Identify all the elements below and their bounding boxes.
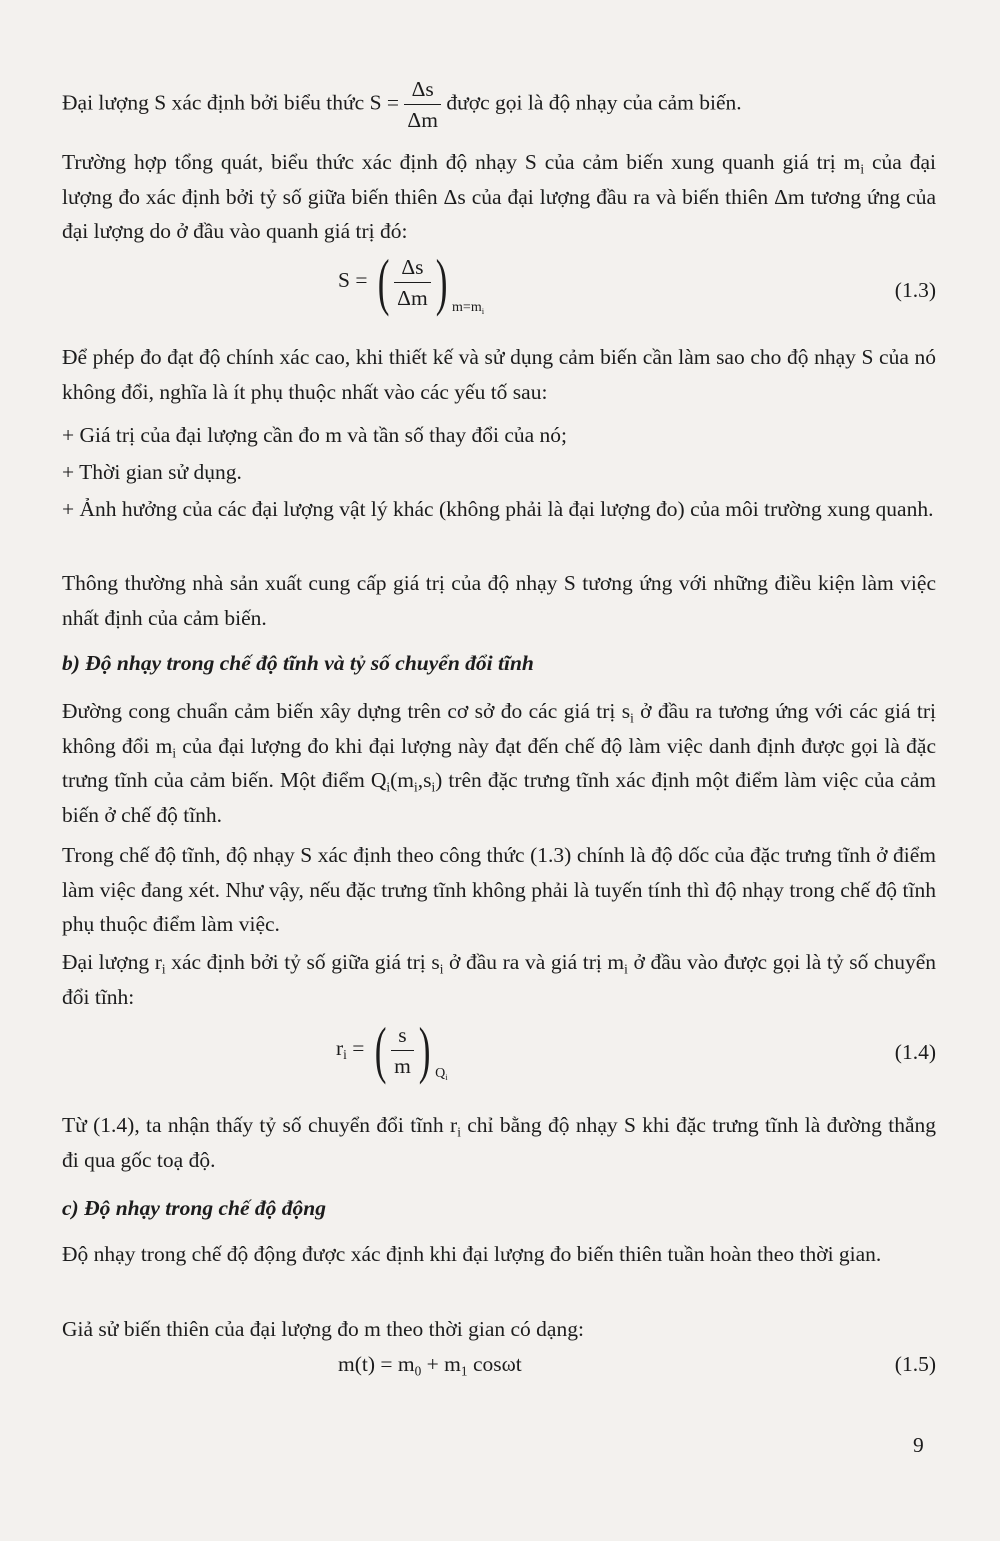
text-span: ở đầu ra và giá trị m: [443, 950, 625, 974]
section-heading-b: b) Độ nhạy trong chế độ tĩnh và tỷ số chuyển đổi tĩnh: [62, 651, 534, 675]
equation-subscript: [435, 1066, 448, 1081]
equation-1-5: [338, 1352, 522, 1377]
text-span: ở đầu vào được gọi là tỷ số chuyển đổi tĩnh:: [62, 950, 937, 1009]
fraction-numerator: Δs: [394, 252, 431, 283]
fraction-denominator: Δm: [397, 285, 428, 310]
text-span: ) trên đặc trưng tĩnh xác định một điểm làm việc của cảm biến ở chế độ tĩnh.: [62, 768, 937, 827]
left-paren: (: [377, 246, 390, 317]
page-number: 9: [913, 1433, 924, 1457]
subscript: i: [431, 779, 436, 795]
paragraph-conclusion: [62, 1108, 936, 1177]
equation-1-4: [336, 1014, 448, 1085]
equation-subscript: [452, 300, 484, 315]
fraction-numerator: Δs: [404, 74, 441, 105]
text-span: Từ (1.4), ta nhận thấy tỷ số chuyển đổi tĩnh r: [62, 1113, 458, 1137]
equation-number-1-3: (1.3): [894, 278, 936, 302]
right-paren: ): [435, 246, 448, 317]
subscript: i: [161, 961, 166, 977]
equation-1-3: [338, 246, 485, 317]
subscript: i: [457, 1124, 461, 1140]
text-span: của đại lượng đo khi đại lượng này đạt đến chế độ làm việc danh định được gọi là đặc trưng tĩnh của cảm biến. Một điểm Q: [62, 733, 936, 792]
text-span: Đại lượng S xác định bởi biểu thức S =: [62, 90, 400, 115]
subscript: i: [624, 961, 628, 977]
text-span: ,s: [417, 768, 432, 792]
subscript: i: [414, 779, 418, 795]
paragraph-dynamic-mode: Độ nhạy trong chế độ động được xác định khi đại lượng đo biến thiên tuần hoàn theo thời gian.: [62, 1242, 882, 1266]
bullet-item-2: + Thời gian sử dụng.: [62, 460, 242, 484]
paragraph-static-characteristic: [62, 694, 936, 832]
paragraph-accuracy: Để phép đo đạt độ chính xác cao, khi thiết kế và sử dụng cảm biến cần làm sao cho độ nhạy S của nó không đổi, nghĩa là ít phụ thuộc nhất vào các yếu tố sau:: [62, 345, 936, 404]
fraction-ds-dm-eq: [394, 252, 431, 313]
right-paren: ): [418, 1014, 431, 1085]
fraction-numerator: s: [391, 1020, 414, 1051]
paragraph-assume: Giả sử biến thiên của đại lượng đo m theo thời gian có dạng:: [62, 1317, 584, 1341]
subscript: 0: [414, 1363, 422, 1379]
subscript: i: [343, 1047, 347, 1063]
equation-number-1-4: (1.4): [894, 1040, 936, 1064]
left-paren: (: [374, 1014, 387, 1085]
bullet-item-1: + Giá trị của đại lượng cần đo m và tần số thay đổi của nó;: [62, 423, 568, 447]
text-span: Đường cong chuẩn cảm biến xây dựng trên cơ sở đo các giá trị s: [62, 699, 631, 723]
subscript: i: [481, 305, 485, 316]
subscript: i: [172, 744, 177, 760]
fraction-denominator: m: [394, 1053, 411, 1078]
subscript-text: Q: [435, 1065, 446, 1081]
equation-lhs: r: [336, 1035, 344, 1060]
subscript: i: [445, 1071, 448, 1082]
paragraph-general-case: [62, 145, 936, 249]
equation-equals: =: [346, 1035, 365, 1060]
text-span: chỉ bằng độ nhạy S khi đặc trưng tĩnh là đường thẳng đi qua gốc toạ độ.: [62, 1113, 936, 1172]
paragraph-manufacturer: Thông thường nhà sản xuất cung cấp giá trị của độ nhạy S tương ứng với những điều kiện làm việc nhất định của cảm biến.: [62, 571, 936, 630]
equation-text: m(t) = m: [338, 1352, 415, 1376]
paragraph-static-mode: Trong chế độ tĩnh, độ nhạy S xác định theo công thức (1.3) chính là độ dốc của đặc trưng tĩnh ở điểm làm việc đang xét. Như vậy, nếu đặc trưng tĩnh không phải là tuyến tính thì độ nhạy trong chế độ tĩnh phụ thuộc điểm làm việc.: [62, 843, 936, 936]
paragraph-static-ratio: [62, 945, 936, 1014]
sensitivity-definition-line: [62, 74, 942, 135]
equation-text: + m: [421, 1352, 461, 1376]
fraction-ds-dm: [404, 74, 441, 135]
text-span: (m: [390, 768, 415, 792]
subscript-text: m=m: [452, 299, 482, 315]
text-span: xác định bởi tỷ số giữa giá trị s: [165, 950, 440, 974]
fraction-s-m: [391, 1020, 414, 1081]
bullet-item-3: + Ảnh hưởng của các đại lượng vật lý khác (không phải là đại lượng đo) của môi trường xung quanh.: [62, 497, 934, 521]
subscript: i: [630, 710, 634, 726]
equation-lhs: S =: [338, 267, 368, 292]
fraction-denominator: Δm: [407, 108, 438, 132]
subscript: 1: [460, 1363, 468, 1379]
text-span: ở đầu ra tương ứng với các giá trị không đổi m: [62, 699, 936, 758]
text-span: Đại lượng r: [62, 950, 162, 974]
text-span: của đại lượng đo xác định bởi tỷ số giữa biến thiên Δs của đại lượng đầu ra và biến thiên Δm tương ứng của đại lượng do ở đầu vào quanh giá trị đó:: [62, 150, 936, 243]
equation-number-1-5: (1.5): [894, 1352, 936, 1376]
subscript: i: [439, 961, 444, 977]
subscript: i: [860, 161, 865, 177]
text-span: Trường hợp tổng quát, biểu thức xác định độ nhạy S của cảm biến xung quanh giá trị m: [62, 150, 861, 174]
section-heading-c: c) Độ nhạy trong chế độ động: [62, 1196, 326, 1220]
subscript: i: [386, 779, 391, 795]
equation-text: cosωt: [467, 1352, 522, 1376]
text-span: được gọi là độ nhạy của cảm biến.: [446, 90, 742, 115]
